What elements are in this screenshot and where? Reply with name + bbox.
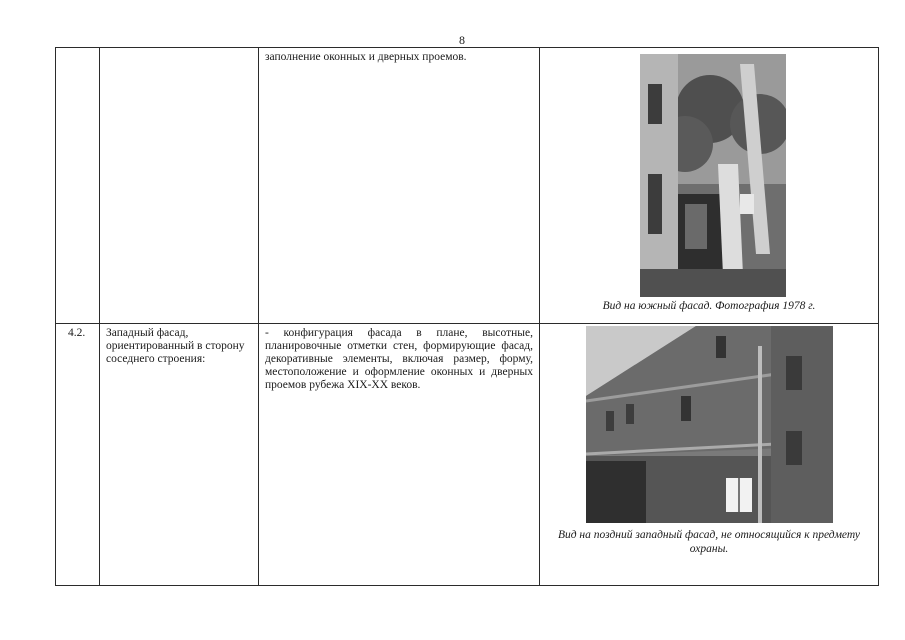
west-facade-photo [586, 326, 833, 523]
table-row [56, 48, 879, 324]
subject-text: - конфигурация фасада в плане, высотные, планировочные отметки стен, формирующие фасад, декоративные элементы, включая размер, форму, местоположение и оформление оконных и дверных проемов рубежа XIX-XX веков. [265, 327, 533, 391]
element-text [100, 48, 258, 51]
photo-caption: Вид на южный фасад. Фотография 1978 г. [602, 300, 816, 312]
photo-cell [540, 48, 879, 324]
subject-cell [259, 48, 540, 324]
row-number [56, 48, 99, 51]
row-number-cell [56, 48, 100, 324]
photo-caption: Вид на поздний западный фасад, не относящийся к предмету охраны. [557, 529, 861, 555]
table-row [56, 324, 879, 586]
element-cell [100, 48, 259, 324]
element-cell [100, 324, 259, 586]
row-number: 4.2. [68, 327, 86, 339]
page-number: 8 [459, 33, 465, 47]
photo-cell [540, 324, 879, 586]
subject-text: заполнение оконных и дверных проемов. [265, 51, 467, 63]
south-facade-photo [640, 54, 786, 297]
element-text: Западный фасад, ориентированный в сторону соседнего строения: [106, 327, 245, 365]
row-number-cell [56, 324, 100, 586]
protection-subject-table [55, 47, 879, 586]
subject-cell [259, 324, 540, 586]
